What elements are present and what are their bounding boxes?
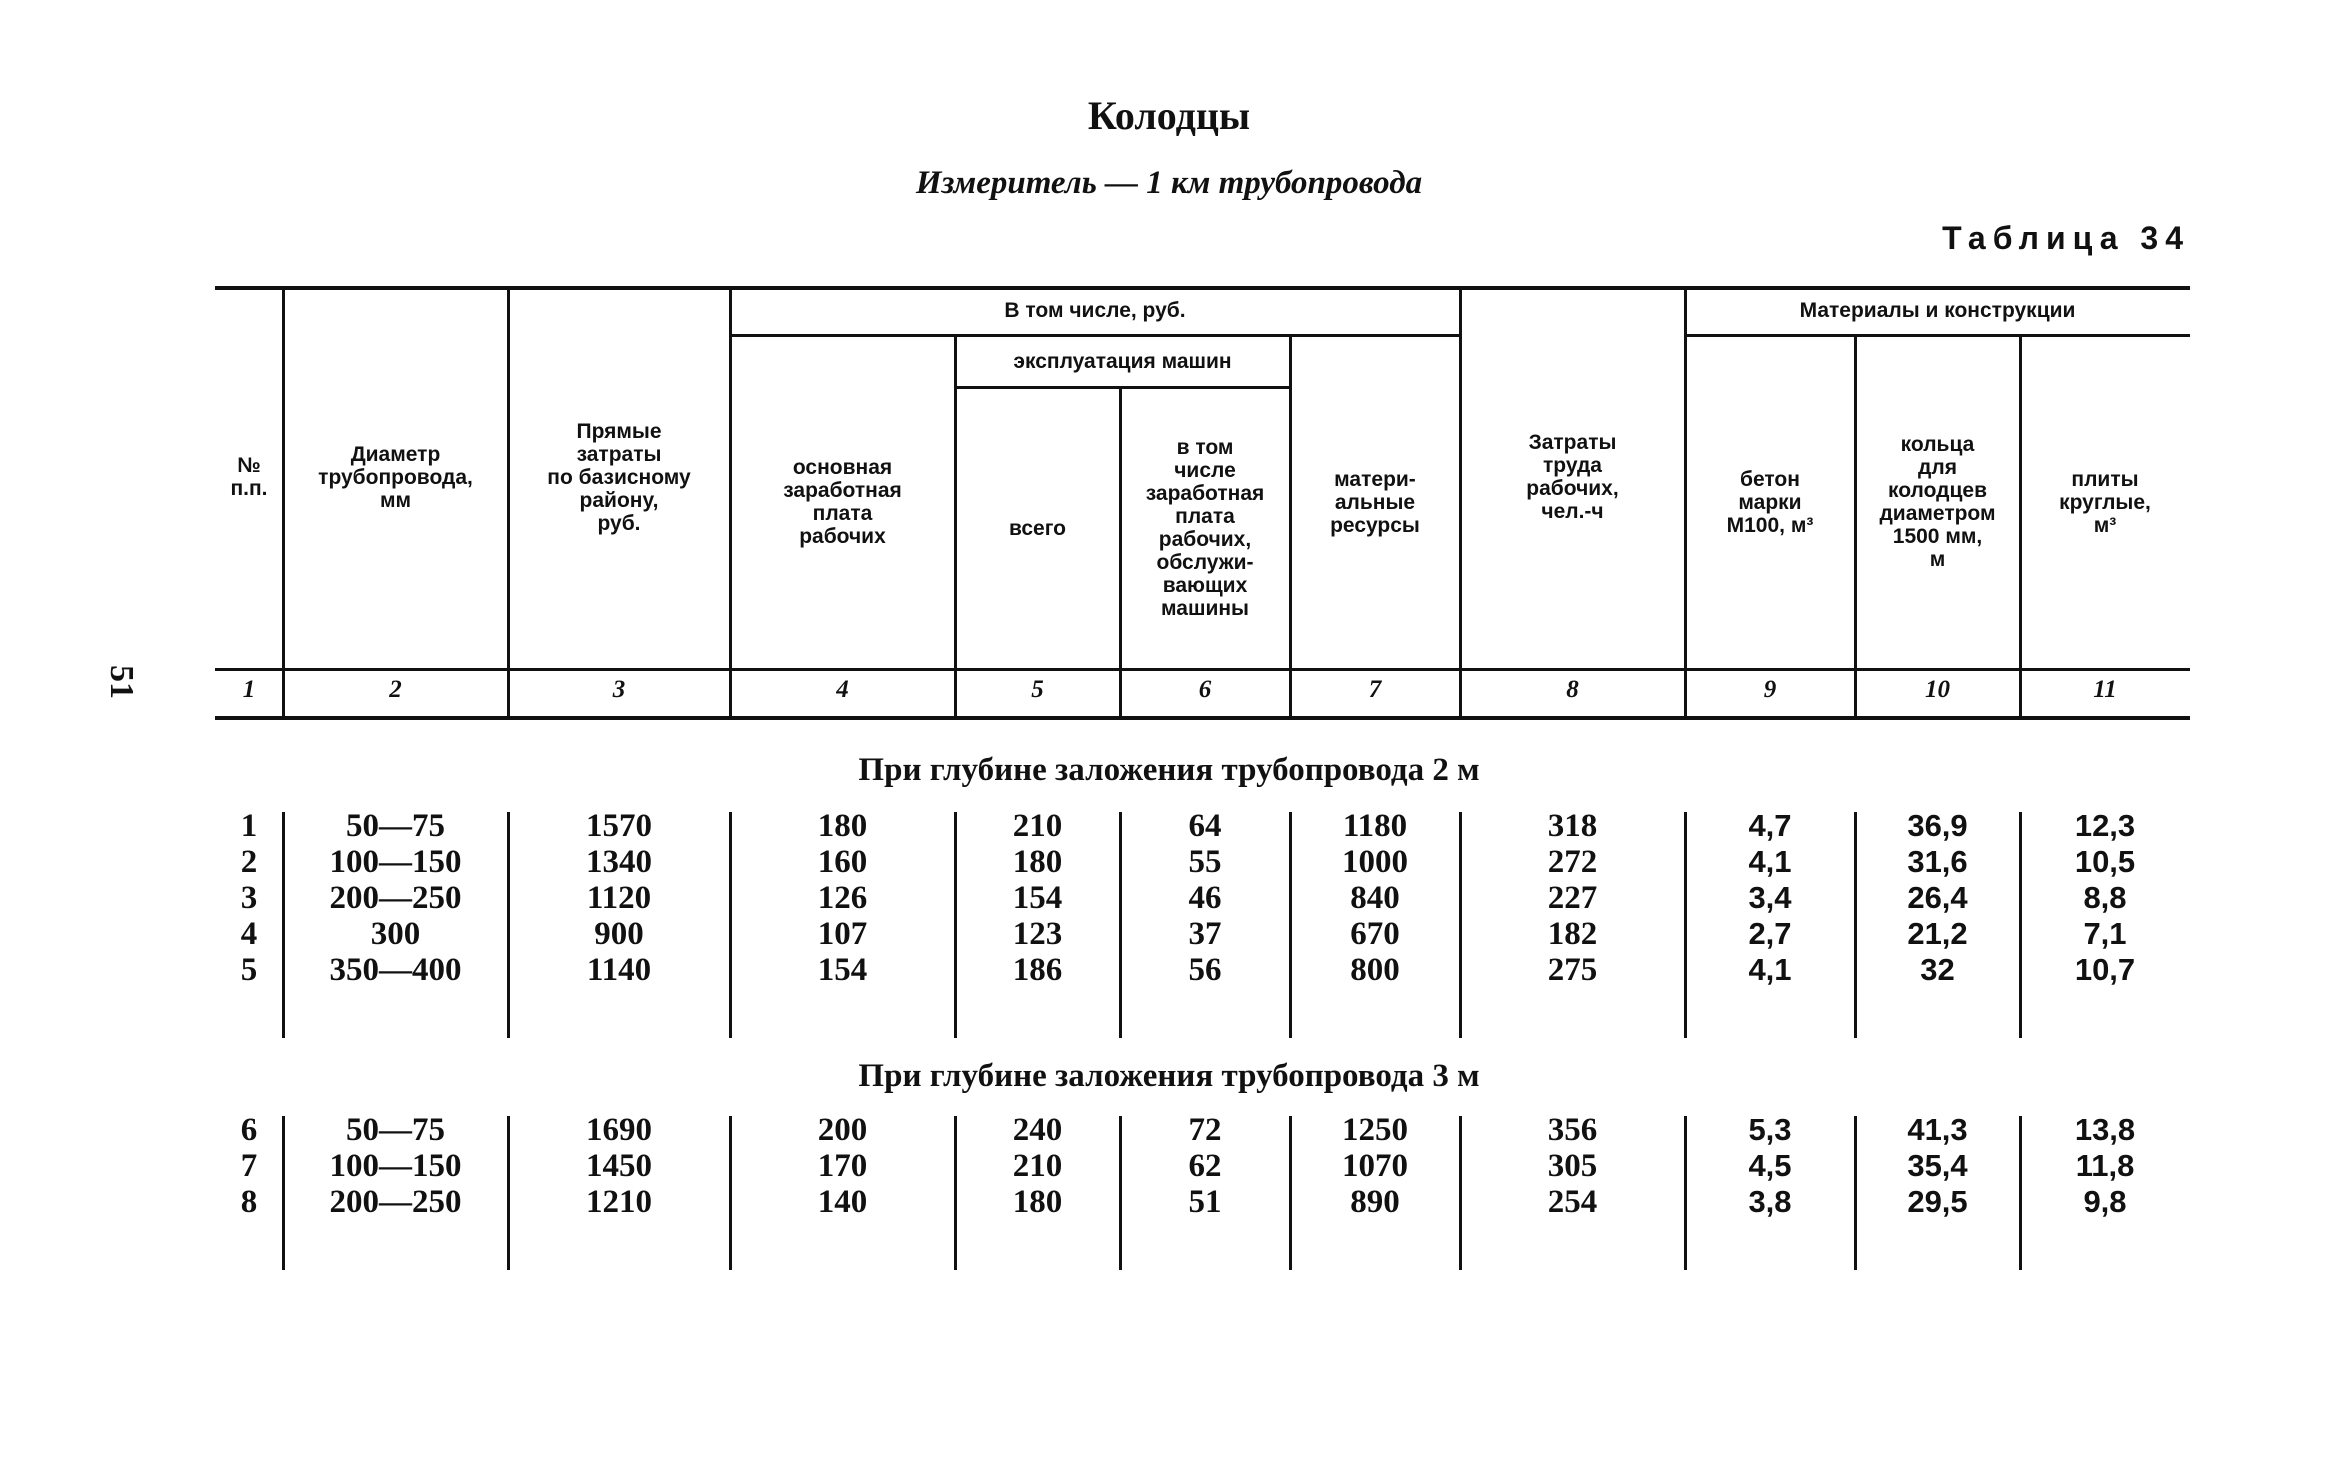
table-cell: 272 [1547, 844, 1598, 880]
table-cell: 36,9 [1907, 808, 1968, 843]
table-cell: 4,1 [1748, 844, 1792, 879]
table-cell: 180 [1012, 844, 1063, 880]
table-cell: 50—75 [346, 1112, 445, 1148]
column-number-1: 1 [242, 676, 256, 703]
table-cell: 11,8 [2075, 1148, 2135, 1183]
table-cell: 31,6 [1907, 844, 1968, 879]
table-cell: 100—150 [329, 844, 462, 880]
section-title: При глубине заложения трубопровода 2 м [858, 752, 1480, 788]
table-cell: 305 [1547, 1148, 1598, 1184]
column-number-4: 4 [836, 676, 849, 703]
table-cell: 1250 [1342, 1112, 1408, 1148]
table-cell: 8 [240, 1184, 258, 1220]
table-cell: 72 [1188, 1112, 1222, 1148]
table-cell: 182 [1547, 916, 1598, 952]
table-cell: 210 [1012, 1148, 1063, 1184]
table-cell: 13,8 [2074, 1112, 2136, 1147]
table-cell: 32 [1920, 952, 1955, 987]
table-cell: 800 [1350, 952, 1400, 988]
table-cell: 3 [240, 880, 258, 916]
header-col-divider [954, 336, 957, 716]
column-number-3: 3 [612, 676, 626, 703]
table-cell: 1120 [586, 880, 652, 916]
group-header-included: В том числе, руб. [1004, 298, 1186, 322]
table-cell: 10,7 [2074, 952, 2136, 987]
table-cell: 55 [1188, 844, 1222, 880]
table-cell: 2 [240, 844, 258, 880]
table-cell: 180 [1012, 1184, 1063, 1220]
header-col-divider [2019, 336, 2022, 716]
group-header-materials: Материалы и конструкции [1799, 298, 2076, 322]
table-cell: 154 [817, 952, 868, 988]
column-header-7: матери- альные ресурсы [1330, 467, 1420, 537]
table-cell: 275 [1547, 952, 1598, 988]
column-header-4: основная заработная плата рабочих [783, 456, 902, 548]
column-number-6: 6 [1198, 676, 1212, 703]
table-cell: 4,7 [1748, 808, 1792, 843]
table-cell: 100—150 [329, 1148, 462, 1184]
column-header-1: № п.п. [230, 454, 268, 500]
table-cell: 2,7 [1748, 916, 1792, 951]
table-cell: 350—400 [329, 952, 462, 988]
table-cell: 1070 [1342, 1148, 1408, 1184]
table-cell: 21,2 [1907, 916, 1968, 951]
table-cell: 1 [240, 808, 258, 844]
header-col-divider [1459, 286, 1462, 716]
table-cell: 1690 [586, 1112, 652, 1148]
table-cell: 5 [240, 952, 258, 988]
table-cell: 7,1 [2083, 916, 2127, 951]
column-header-9: бетон марки М100, м³ [1726, 467, 1814, 537]
header-col-divider [1684, 286, 1687, 716]
table-cell: 200 [817, 1112, 868, 1148]
table-cell: 35,4 [1907, 1148, 1968, 1183]
column-number-9: 9 [1763, 676, 1777, 703]
column-header-8: Затраты труда рабочих, чел.-ч [1526, 431, 1619, 523]
table-cell: 1140 [586, 952, 652, 988]
table-cell: 200—250 [329, 1184, 462, 1220]
header-col-divider [1854, 336, 1857, 716]
table-cell: 186 [1012, 952, 1063, 988]
column-header-5: всего [1008, 516, 1067, 540]
column-number-7: 7 [1368, 676, 1382, 703]
table-cell: 6 [240, 1112, 258, 1148]
table-cell: 5,3 [1748, 1112, 1792, 1147]
group-header-machines: эксплуатация машин [1013, 349, 1232, 373]
colnum-bottom-rule [215, 716, 2190, 720]
table-cell: 900 [594, 916, 644, 952]
page-number: 51 [103, 665, 140, 699]
header-col-divider [1289, 336, 1292, 716]
table-cell: 64 [1188, 808, 1222, 844]
header-col-divider [1119, 388, 1122, 716]
table-cell: 200—250 [329, 880, 462, 916]
table-cell: 170 [817, 1148, 868, 1184]
table-cell: 1340 [586, 844, 652, 880]
table-cell: 3,8 [1748, 1184, 1792, 1219]
table-cell: 41,3 [1907, 1112, 1968, 1147]
group-rule-machines [955, 386, 1290, 389]
section-title: При глубине заложения трубопровода 3 м [858, 1058, 1480, 1094]
table-cell: 10,5 [2074, 844, 2136, 879]
table-cell: 670 [1350, 916, 1400, 952]
table-cell: 140 [817, 1184, 868, 1220]
table-cell: 318 [1547, 808, 1598, 844]
table-cell: 356 [1547, 1112, 1598, 1148]
table-number: Таблица 34 [1942, 220, 2190, 256]
page-subtitle: Измеритель — 1 км трубопровода [915, 165, 1423, 201]
group-rule-materials [1685, 334, 2190, 337]
table-cell: 300 [370, 916, 421, 952]
table-cell: 8,8 [2083, 880, 2127, 915]
table-cell: 56 [1188, 952, 1222, 988]
table-cell: 1180 [1342, 808, 1408, 844]
table-cell: 890 [1350, 1184, 1400, 1220]
table-cell: 9,8 [2083, 1184, 2127, 1219]
table-cell: 29,5 [1907, 1184, 1968, 1219]
column-header-3: Прямые затраты по базисному району, руб. [547, 419, 691, 535]
table-cell: 4 [240, 916, 258, 952]
column-number-8: 8 [1566, 676, 1579, 703]
table-cell: 154 [1012, 880, 1063, 916]
table-cell: 126 [817, 880, 868, 916]
table-cell: 107 [817, 916, 868, 952]
column-header-10: кольца для колодцев диаметром 1500 мм, м [1879, 433, 1996, 571]
header-col-divider [507, 286, 510, 716]
table-cell: 3,4 [1748, 880, 1792, 915]
table-cell: 210 [1012, 808, 1063, 844]
table-cell: 37 [1188, 916, 1222, 952]
column-number-11: 11 [2093, 676, 2117, 703]
page-title: Колодцы [1087, 93, 1251, 138]
table-cell: 62 [1188, 1148, 1222, 1184]
table-cell: 123 [1012, 916, 1063, 952]
column-header-2: Диаметр трубопровода, мм [318, 442, 473, 512]
header-col-divider [282, 286, 285, 716]
table-cell: 1570 [586, 808, 652, 844]
header-col-divider [729, 286, 732, 716]
table-cell: 180 [817, 808, 868, 844]
column-header-6: в том числе заработная плата рабочих, обслужи- вающих машины [1145, 436, 1265, 620]
table-cell: 1210 [586, 1184, 652, 1220]
column-number-10: 10 [1925, 676, 1950, 703]
table-cell: 4,5 [1748, 1148, 1792, 1183]
table-cell: 50—75 [346, 808, 445, 844]
table-cell: 12,3 [2074, 808, 2136, 843]
table-cell: 4,1 [1748, 952, 1792, 987]
column-number-2: 2 [389, 676, 402, 703]
table-cell: 51 [1188, 1184, 1222, 1220]
table-cell: 26,4 [1907, 880, 1968, 915]
table-cell: 7 [240, 1148, 258, 1184]
table-cell: 1450 [586, 1148, 652, 1184]
column-header-11: плиты круглые, м³ [2059, 467, 2151, 537]
table-cell: 1000 [1342, 844, 1408, 880]
header-bottom-rule [215, 668, 2190, 671]
table-cell: 840 [1350, 880, 1400, 916]
table-cell: 240 [1012, 1112, 1063, 1148]
column-number-5: 5 [1031, 676, 1044, 703]
table-cell: 46 [1188, 880, 1222, 916]
table-cell: 254 [1547, 1184, 1598, 1220]
table-cell: 227 [1547, 880, 1598, 916]
table-cell: 160 [817, 844, 868, 880]
